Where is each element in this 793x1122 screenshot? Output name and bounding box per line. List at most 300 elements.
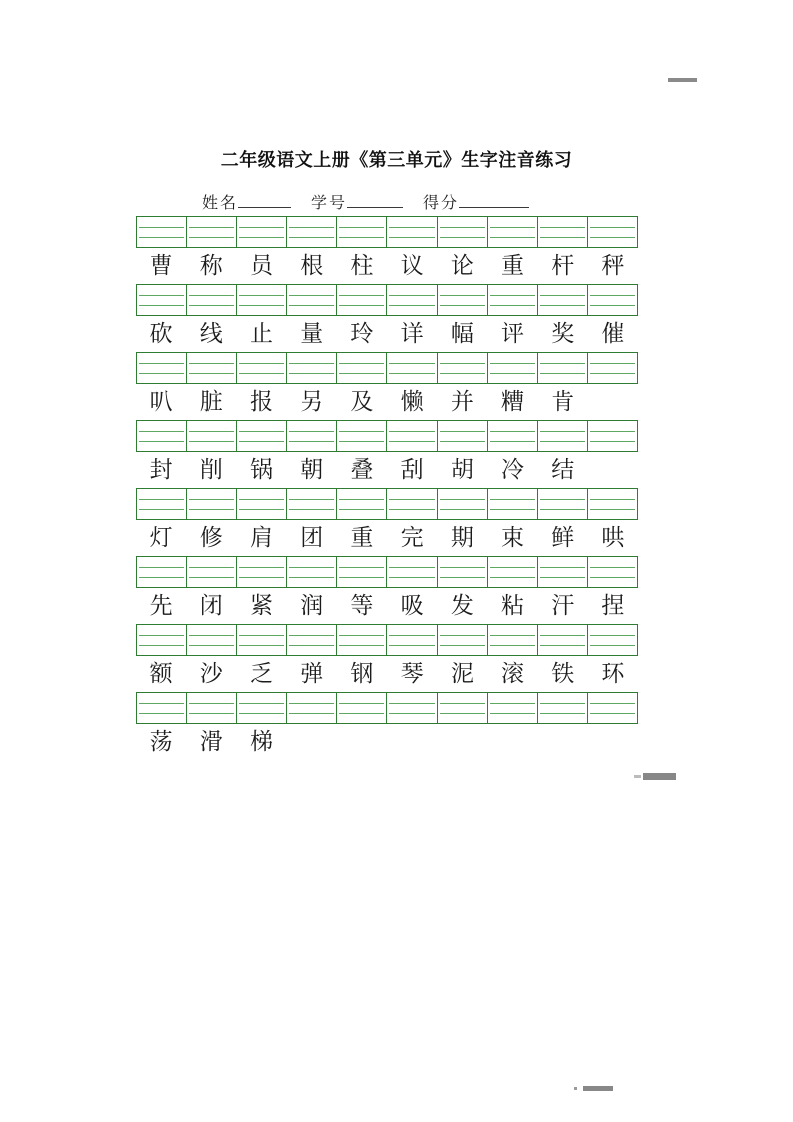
pinyin-cell-midline — [440, 305, 485, 306]
pinyin-cell-midline — [389, 713, 434, 714]
pinyin-cell — [387, 285, 437, 315]
pinyin-cell-midline — [139, 237, 184, 238]
pinyin-cell — [337, 217, 387, 247]
pinyin-cell-midline — [189, 363, 234, 364]
character-cell: 重 — [501, 253, 525, 278]
gray-marker-middle-right — [643, 773, 676, 780]
pinyin-cell — [137, 693, 187, 723]
pinyin-cell-midline — [139, 635, 184, 636]
pinyin-cell-midline — [540, 645, 585, 646]
pinyin-cell — [287, 489, 337, 519]
gray-marker-middle-tick — [634, 775, 641, 778]
pinyin-cell-midline — [540, 509, 585, 510]
pinyin-cell — [488, 625, 538, 655]
pinyin-cell-midline — [239, 509, 284, 510]
character-row — [136, 724, 638, 760]
character-cell: 发 — [450, 593, 474, 618]
pinyin-grid — [136, 556, 638, 588]
pinyin-cell-midline — [289, 635, 334, 636]
pinyin-cell-midline — [440, 713, 485, 714]
pinyin-cell-midline — [440, 567, 485, 568]
pinyin-cell — [438, 625, 488, 655]
character-row — [136, 384, 638, 420]
page-title: 二年级语文上册《第三单元》生字注音练习 — [220, 150, 573, 170]
character-cell: 幅 — [450, 321, 474, 346]
pinyin-cell — [387, 217, 437, 247]
pinyin-cell — [187, 557, 237, 587]
pinyin-cell-midline — [389, 703, 434, 704]
pinyin-cell — [588, 625, 637, 655]
character-cell: 粘 — [501, 593, 525, 618]
pinyin-cell-midline — [239, 703, 284, 704]
pinyin-cell — [588, 421, 637, 451]
pinyin-cell — [287, 693, 337, 723]
name-blank-line — [238, 192, 291, 208]
pinyin-cell-midline — [339, 703, 384, 704]
pinyin-cell — [538, 353, 588, 383]
pinyin-cell-midline — [189, 645, 234, 646]
character-cell: 脏 — [199, 389, 223, 414]
character-cell: 等 — [350, 593, 374, 618]
character-cell: 期 — [450, 525, 474, 550]
worksheet-block — [136, 420, 638, 488]
pinyin-cell-midline — [289, 237, 334, 238]
worksheet-block — [136, 488, 638, 556]
pinyin-cell-midline — [289, 577, 334, 578]
pinyin-cell-midline — [289, 363, 334, 364]
pinyin-cell-midline — [540, 431, 585, 432]
pinyin-cell-midline — [139, 227, 184, 228]
character-cell: 泥 — [450, 661, 474, 686]
pinyin-cell-midline — [339, 577, 384, 578]
pinyin-cell-midline — [189, 305, 234, 306]
pinyin-cell-midline — [540, 635, 585, 636]
pinyin-worksheet — [136, 216, 638, 760]
student-id-blank-line — [347, 192, 403, 208]
pinyin-cell-midline — [139, 441, 184, 442]
pinyin-cell-midline — [540, 295, 585, 296]
pinyin-cell-midline — [339, 295, 384, 296]
character-cell: 灯 — [149, 525, 173, 550]
pinyin-cell — [137, 489, 187, 519]
pinyin-cell-midline — [540, 227, 585, 228]
character-cell: 琴 — [400, 661, 424, 686]
pinyin-cell-midline — [139, 509, 184, 510]
pinyin-cell-midline — [139, 363, 184, 364]
pinyin-cell — [438, 217, 488, 247]
character-cell: 懒 — [400, 389, 424, 414]
pinyin-cell-midline — [490, 237, 535, 238]
score-blank-line — [459, 192, 529, 208]
character-cell: 额 — [149, 661, 173, 686]
pinyin-cell-midline — [239, 635, 284, 636]
character-cell: 束 — [501, 525, 525, 550]
pinyin-cell-midline — [289, 509, 334, 510]
pinyin-cell — [588, 217, 637, 247]
pinyin-cell-midline — [490, 509, 535, 510]
pinyin-cell-midline — [139, 567, 184, 568]
pinyin-cell — [438, 285, 488, 315]
character-cell: 闭 — [199, 593, 223, 618]
pinyin-cell-midline — [239, 305, 284, 306]
pinyin-cell-midline — [590, 703, 635, 704]
pinyin-cell — [187, 421, 237, 451]
pinyin-cell — [387, 353, 437, 383]
character-cell: 吸 — [400, 593, 424, 618]
character-cell: 曹 — [149, 253, 173, 278]
character-cell: 沙 — [199, 661, 223, 686]
pinyin-cell-midline — [490, 295, 535, 296]
character-cell: 封 — [149, 457, 173, 482]
pinyin-cell — [137, 353, 187, 383]
character-cell: 滚 — [501, 661, 525, 686]
character-cell: 铁 — [551, 661, 575, 686]
pinyin-cell-midline — [239, 295, 284, 296]
character-cell: 详 — [400, 321, 424, 346]
pinyin-cell-midline — [189, 703, 234, 704]
pinyin-cell — [187, 217, 237, 247]
pinyin-cell-midline — [239, 567, 284, 568]
pinyin-cell — [187, 353, 237, 383]
gray-marker-top-right — [668, 78, 697, 82]
pinyin-cell-midline — [490, 499, 535, 500]
pinyin-cell-midline — [440, 227, 485, 228]
pinyin-cell — [387, 625, 437, 655]
pinyin-cell-midline — [189, 499, 234, 500]
pinyin-cell-midline — [239, 227, 284, 228]
character-cell: 团 — [300, 525, 324, 550]
pinyin-cell-midline — [339, 635, 384, 636]
pinyin-cell — [137, 625, 187, 655]
character-cell: 量 — [300, 321, 324, 346]
pinyin-cell-midline — [590, 227, 635, 228]
pinyin-cell-midline — [239, 645, 284, 646]
pinyin-cell-midline — [339, 373, 384, 374]
pinyin-cell — [137, 557, 187, 587]
pinyin-cell — [337, 353, 387, 383]
character-cell: 催 — [601, 321, 625, 346]
character-cell: 滑 — [199, 729, 223, 754]
pinyin-cell-midline — [490, 635, 535, 636]
pinyin-cell-midline — [540, 577, 585, 578]
pinyin-cell-midline — [339, 305, 384, 306]
pinyin-cell-midline — [590, 499, 635, 500]
character-cell: 重 — [350, 525, 374, 550]
character-cell: 环 — [601, 661, 625, 686]
pinyin-cell-midline — [189, 441, 234, 442]
pinyin-cell — [488, 557, 538, 587]
pinyin-cell — [137, 285, 187, 315]
gray-marker-bottom-dot — [574, 1087, 577, 1090]
pinyin-cell-midline — [339, 363, 384, 364]
character-cell: 杆 — [551, 253, 575, 278]
pinyin-cell-midline — [189, 373, 234, 374]
character-cell: 叠 — [350, 457, 374, 482]
worksheet-block — [136, 216, 638, 284]
pinyin-grid — [136, 692, 638, 724]
pinyin-cell — [237, 421, 287, 451]
pinyin-cell — [387, 557, 437, 587]
pinyin-cell — [387, 421, 437, 451]
character-cell: 刮 — [400, 457, 424, 482]
pinyin-cell — [337, 421, 387, 451]
pinyin-cell — [538, 693, 588, 723]
pinyin-cell — [287, 421, 337, 451]
pinyin-cell-midline — [139, 373, 184, 374]
pinyin-cell-midline — [590, 237, 635, 238]
pinyin-cell — [337, 625, 387, 655]
pinyin-cell — [187, 625, 237, 655]
character-cell: 荡 — [149, 729, 173, 754]
pinyin-cell-midline — [389, 305, 434, 306]
pinyin-cell-midline — [139, 305, 184, 306]
pinyin-cell — [287, 625, 337, 655]
character-row — [136, 248, 638, 284]
worksheet-block — [136, 692, 638, 760]
pinyin-cell-midline — [139, 577, 184, 578]
pinyin-cell — [488, 693, 538, 723]
pinyin-cell-midline — [189, 295, 234, 296]
pinyin-cell — [387, 489, 437, 519]
pinyin-cell — [237, 489, 287, 519]
pinyin-cell — [187, 285, 237, 315]
pinyin-cell-midline — [490, 703, 535, 704]
character-cell: 修 — [199, 525, 223, 550]
pinyin-cell-midline — [440, 577, 485, 578]
pinyin-cell-midline — [239, 363, 284, 364]
pinyin-cell-midline — [389, 227, 434, 228]
pinyin-cell-midline — [590, 305, 635, 306]
character-cell: 叭 — [149, 389, 173, 414]
pinyin-cell-midline — [590, 713, 635, 714]
character-cell: 先 — [149, 593, 173, 618]
character-row — [136, 316, 638, 352]
pinyin-cell-midline — [490, 567, 535, 568]
student-id-label: 学号 — [311, 195, 348, 212]
pinyin-cell-midline — [389, 567, 434, 568]
pinyin-cell — [438, 353, 488, 383]
worksheet-block — [136, 284, 638, 352]
pinyin-cell-midline — [540, 373, 585, 374]
pinyin-cell-midline — [490, 227, 535, 228]
pinyin-cell-midline — [540, 567, 585, 568]
pinyin-cell — [488, 285, 538, 315]
pinyin-cell-midline — [139, 431, 184, 432]
pinyin-cell — [438, 421, 488, 451]
pinyin-cell-midline — [440, 295, 485, 296]
pinyin-cell-midline — [289, 431, 334, 432]
pinyin-cell-midline — [289, 499, 334, 500]
pinyin-cell-midline — [189, 567, 234, 568]
pinyin-cell-midline — [389, 499, 434, 500]
gray-marker-bottom-right — [583, 1086, 613, 1091]
pinyin-cell-midline — [440, 441, 485, 442]
pinyin-grid — [136, 624, 638, 656]
pinyin-cell-midline — [540, 305, 585, 306]
pinyin-cell-midline — [139, 645, 184, 646]
pinyin-cell — [588, 489, 637, 519]
pinyin-cell-midline — [590, 567, 635, 568]
name-label: 姓名 — [202, 195, 239, 212]
pinyin-cell — [488, 353, 538, 383]
character-cell: 另 — [300, 389, 324, 414]
character-cell: 评 — [501, 321, 525, 346]
pinyin-cell-midline — [590, 295, 635, 296]
pinyin-cell — [488, 421, 538, 451]
pinyin-cell-midline — [590, 363, 635, 364]
pinyin-cell-midline — [289, 441, 334, 442]
pinyin-cell — [137, 217, 187, 247]
character-cell: 弹 — [300, 661, 324, 686]
pinyin-cell-midline — [189, 227, 234, 228]
character-cell: 肩 — [250, 525, 273, 550]
pinyin-cell-midline — [289, 305, 334, 306]
pinyin-cell — [137, 421, 187, 451]
pinyin-cell — [538, 217, 588, 247]
pinyin-cell-midline — [540, 499, 585, 500]
pinyin-cell-midline — [389, 509, 434, 510]
character-row — [136, 656, 638, 692]
pinyin-cell-midline — [239, 237, 284, 238]
pinyin-cell-midline — [189, 509, 234, 510]
pinyin-cell-midline — [239, 373, 284, 374]
pinyin-cell-midline — [339, 227, 384, 228]
character-cell: 冷 — [501, 457, 525, 482]
character-cell: 鲜 — [551, 525, 575, 550]
pinyin-cell-midline — [590, 645, 635, 646]
pinyin-cell-midline — [440, 499, 485, 500]
character-cell: 糟 — [501, 389, 525, 414]
score-label: 得分 — [423, 195, 460, 212]
pinyin-cell-midline — [540, 363, 585, 364]
pinyin-cell — [387, 693, 437, 723]
pinyin-cell-midline — [490, 577, 535, 578]
pinyin-cell-midline — [540, 713, 585, 714]
pinyin-cell-midline — [440, 237, 485, 238]
pinyin-cell — [488, 489, 538, 519]
pinyin-cell — [237, 625, 287, 655]
pinyin-grid — [136, 352, 638, 384]
character-cell: 肯 — [551, 389, 575, 414]
character-cell: 秤 — [601, 253, 625, 278]
pinyin-cell-midline — [389, 237, 434, 238]
pinyin-cell — [287, 285, 337, 315]
pinyin-cell-midline — [590, 431, 635, 432]
pinyin-cell — [187, 489, 237, 519]
pinyin-cell-midline — [239, 577, 284, 578]
character-cell: 结 — [551, 457, 575, 482]
pinyin-cell — [538, 489, 588, 519]
pinyin-cell-midline — [139, 713, 184, 714]
pinyin-cell-midline — [239, 499, 284, 500]
pinyin-cell — [538, 625, 588, 655]
pinyin-cell-midline — [490, 441, 535, 442]
pinyin-cell — [488, 217, 538, 247]
pinyin-cell-midline — [239, 713, 284, 714]
worksheet-block — [136, 556, 638, 624]
pinyin-cell-midline — [440, 703, 485, 704]
character-cell: 议 — [400, 253, 424, 278]
character-cell: 玲 — [350, 321, 374, 346]
pinyin-cell — [588, 353, 637, 383]
pinyin-cell-midline — [490, 713, 535, 714]
character-cell: 柱 — [350, 253, 374, 278]
character-cell: 员 — [250, 253, 273, 278]
character-cell: 并 — [450, 389, 474, 414]
pinyin-grid — [136, 420, 638, 452]
pinyin-cell — [337, 285, 387, 315]
pinyin-cell-midline — [540, 237, 585, 238]
pinyin-cell-midline — [440, 509, 485, 510]
character-cell: 奖 — [551, 321, 575, 346]
pinyin-cell-midline — [289, 703, 334, 704]
pinyin-cell-midline — [339, 237, 384, 238]
pinyin-cell-midline — [339, 431, 384, 432]
pinyin-cell-midline — [440, 431, 485, 432]
pinyin-grid — [136, 284, 638, 316]
pinyin-cell-midline — [389, 363, 434, 364]
character-cell: 论 — [450, 253, 474, 278]
character-cell: 乏 — [250, 661, 273, 686]
pinyin-cell — [588, 557, 637, 587]
character-cell: 钢 — [350, 661, 374, 686]
pinyin-cell-midline — [590, 509, 635, 510]
character-cell: 止 — [250, 321, 273, 346]
pinyin-cell — [237, 693, 287, 723]
character-cell: 胡 — [450, 457, 474, 482]
pinyin-cell-midline — [389, 431, 434, 432]
pinyin-cell-midline — [289, 713, 334, 714]
pinyin-cell — [237, 285, 287, 315]
pinyin-cell-midline — [389, 577, 434, 578]
pinyin-cell — [237, 557, 287, 587]
pinyin-cell-midline — [440, 635, 485, 636]
character-cell: 紧 — [250, 593, 273, 618]
pinyin-cell-midline — [289, 567, 334, 568]
pinyin-cell — [438, 557, 488, 587]
pinyin-cell — [438, 489, 488, 519]
pinyin-cell — [438, 693, 488, 723]
pinyin-cell-midline — [189, 713, 234, 714]
pinyin-cell-midline — [490, 305, 535, 306]
character-cell: 线 — [199, 321, 223, 346]
pinyin-cell-midline — [490, 645, 535, 646]
pinyin-cell-midline — [139, 703, 184, 704]
character-row — [136, 588, 638, 624]
pinyin-cell-midline — [339, 441, 384, 442]
pinyin-cell-midline — [490, 431, 535, 432]
pinyin-cell-midline — [440, 363, 485, 364]
character-cell: 哄 — [601, 525, 625, 550]
character-cell: 根 — [300, 253, 324, 278]
pinyin-cell-midline — [389, 635, 434, 636]
pinyin-cell — [237, 353, 287, 383]
pinyin-cell-midline — [590, 441, 635, 442]
pinyin-cell-midline — [239, 441, 284, 442]
character-cell: 润 — [300, 593, 324, 618]
pinyin-cell-midline — [540, 703, 585, 704]
pinyin-cell-midline — [490, 363, 535, 364]
pinyin-cell-midline — [239, 431, 284, 432]
character-cell: 汗 — [551, 593, 575, 618]
pinyin-grid — [136, 216, 638, 248]
pinyin-cell — [287, 557, 337, 587]
character-cell: 完 — [400, 525, 424, 550]
pinyin-cell — [187, 693, 237, 723]
worksheet-block — [136, 624, 638, 692]
pinyin-cell-midline — [339, 713, 384, 714]
pinyin-cell-midline — [389, 373, 434, 374]
